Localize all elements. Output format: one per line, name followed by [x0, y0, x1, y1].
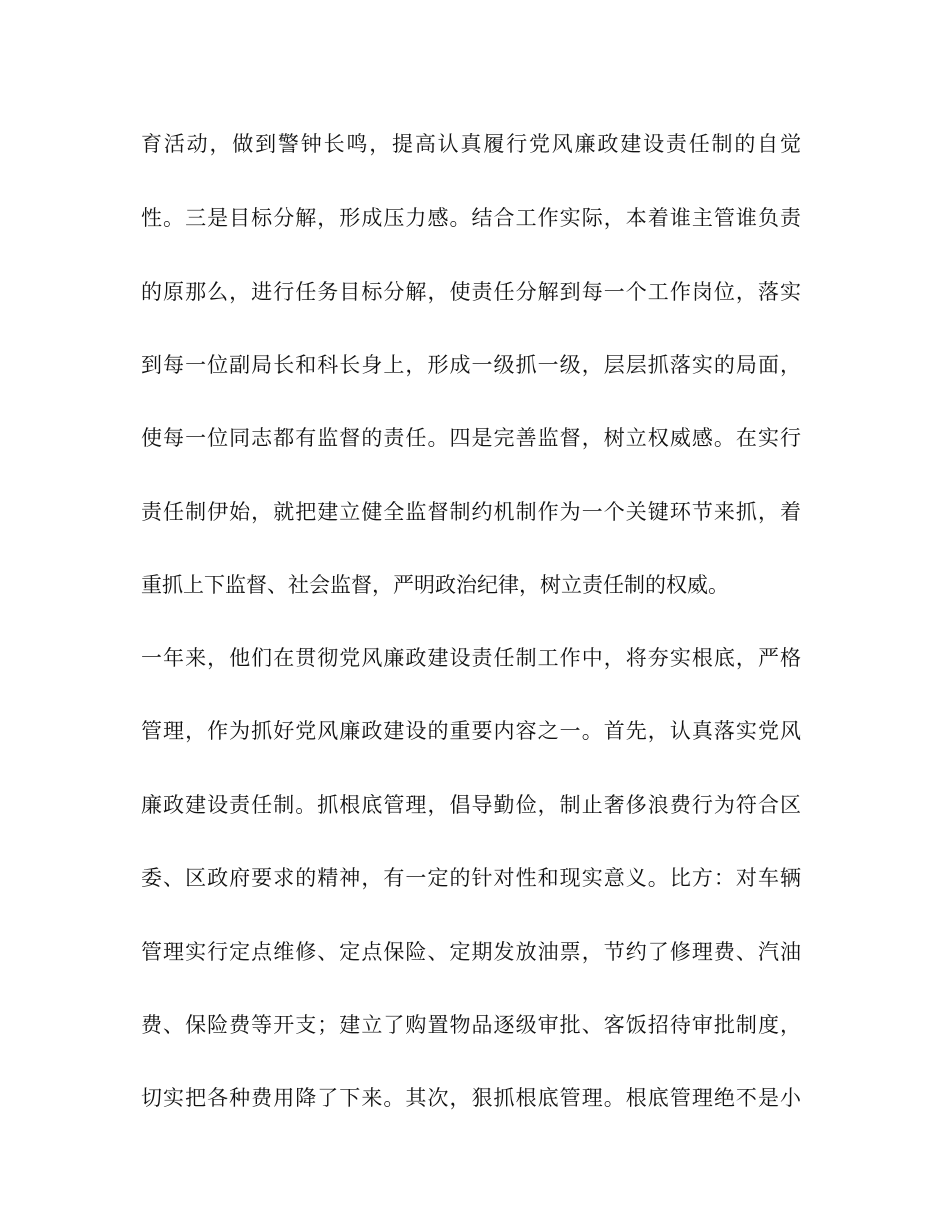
- text-line-12: 管理实行定点维修、定点保险、定期发放油票，节约了修理费、汽油: [141, 940, 801, 964]
- text-line-1: 育活动，做到警钟长鸣，提高认真履行党风廉政建设责任制的自觉: [141, 132, 801, 156]
- text-line-14: 切实把各种费用降了下来。其次，狠抓根底管理。根底管理绝不是小: [141, 1086, 801, 1110]
- text-line-2: 性。三是目标分解，形成压力感。结合工作实际，本着谁主管谁负责: [141, 206, 801, 230]
- text-line-4: 到每一位副局长和科长身上，形成一级抓一级，层层抓落实的局面，: [141, 353, 801, 377]
- text-line-7: 重抓上下监督、社会监督，严明政治纪律，树立责任制的权威。: [141, 573, 729, 597]
- text-line-9: 管理，作为抓好党风廉政建设的重要内容之一。首先，认真落实党风: [141, 719, 801, 743]
- text-line-5: 使每一位同志都有监督的责任。四是完善监督，树立权威感。在实行: [141, 426, 801, 450]
- text-line-3: 的原那么，进行任务目标分解，使责任分解到每一个工作岗位，落实: [141, 280, 801, 304]
- text-line-10: 廉政建设责任制。抓根底管理，倡导勤俭，制止奢侈浪费行为符合区: [141, 793, 801, 817]
- text-line-11: 委、区政府要求的精神，有一定的针对性和现实意义。比方：对车辆: [141, 866, 801, 890]
- text-line-8: 一年来，他们在贯彻党风廉政建设责任制工作中，将夯实根底，严格: [141, 646, 801, 670]
- text-line-13: 费、保险费等开支；建立了购置物品逐级审批、客饭招待审批制度，: [141, 1013, 801, 1037]
- text-line-6: 责任制伊始，就把建立健全监督制约机制作为一个关键环节来抓，着: [141, 500, 801, 524]
